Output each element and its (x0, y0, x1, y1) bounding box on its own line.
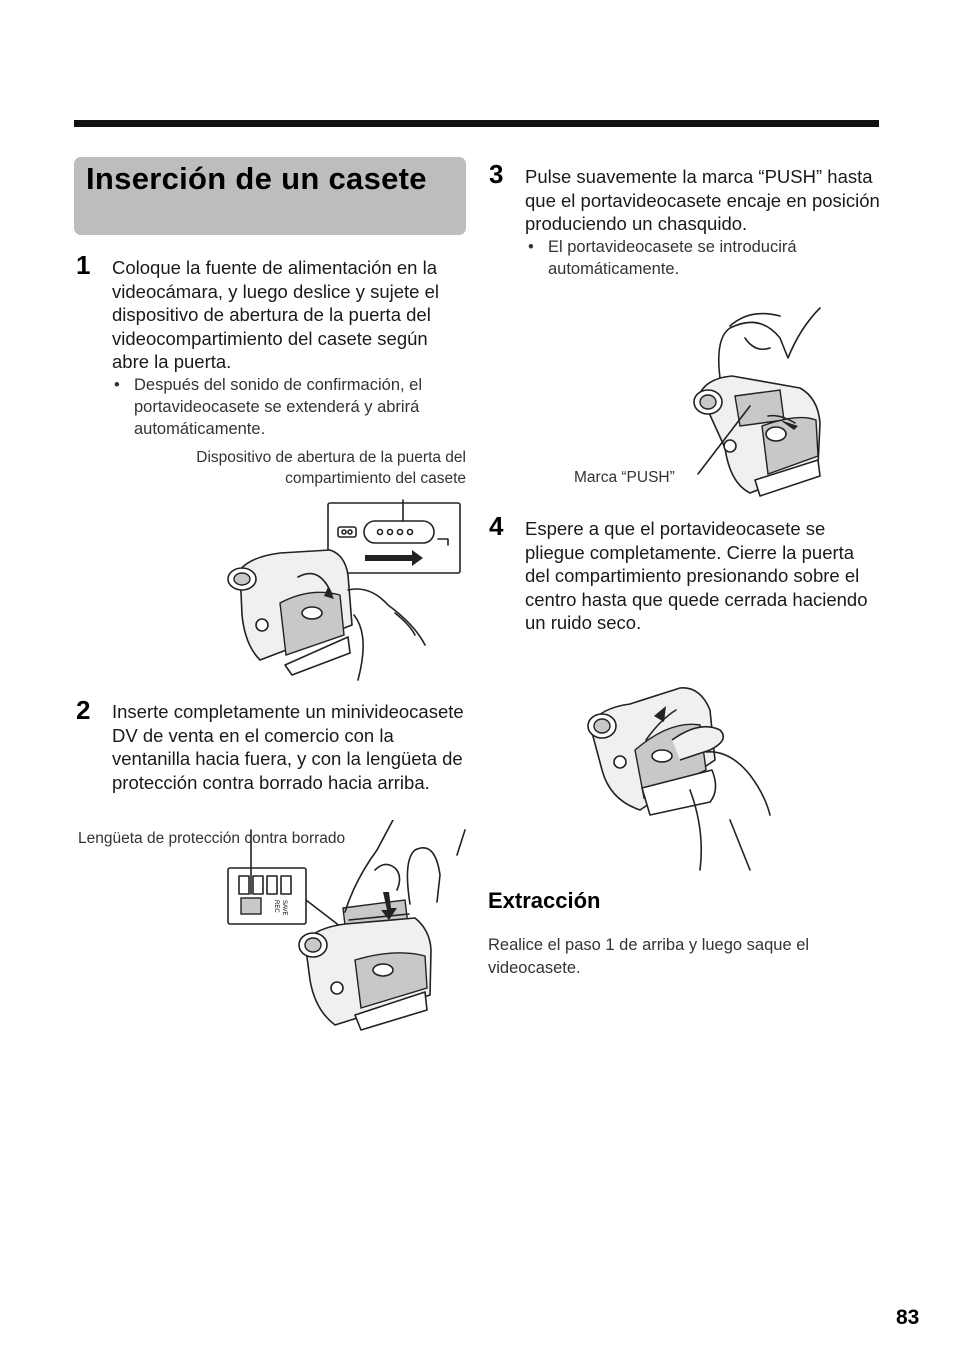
step-1-number: 1 (76, 250, 91, 280)
extraction-heading: Extracción (488, 888, 601, 913)
rec-tab-label: REC (273, 900, 279, 913)
step-1-caption: Dispositivo de abertura de la puerta del compartimiento del casete (196, 449, 466, 487)
bullet-dot: • (528, 238, 534, 256)
save-tab-label: SAVE (281, 900, 287, 916)
illustration-push-mark (680, 298, 840, 498)
step-2-number: 2 (76, 695, 91, 725)
step-1-bullet (114, 374, 470, 440)
step-3-bullet-text: El portavideocasete se introducirá automáticamente. (548, 238, 797, 278)
step-1-text: Coloque la fuente de alimentación en la videocámara, y luego deslice y sujete el dispositivo de abertura de la puerta del videocompartimiento del casete según abre la puerta. (112, 257, 440, 373)
illustration-insert-cassette (225, 820, 470, 1035)
page-number: 83 (896, 1306, 920, 1329)
step-3-number: 3 (489, 159, 504, 189)
step-2-caption: Lengüeta de protección contra borrado (78, 830, 346, 847)
step-3-bullet (528, 236, 880, 280)
step-4-number: 4 (489, 511, 504, 541)
illustration-open-door (220, 495, 470, 695)
illustration-close-door (580, 680, 780, 875)
extraction-text: Realice el paso 1 de arriba y luego saque el videocasete. (488, 936, 810, 977)
top-rule (74, 120, 879, 127)
section-title-box (74, 157, 466, 235)
step-3-text: Pulse suavemente la marca “PUSH” hasta que el portavideocasete encaje en posición produciendo un chasquido. (525, 166, 880, 235)
bullet-dot: • (114, 376, 120, 394)
section-title: Inserción de un casete (86, 161, 427, 196)
step-4-text: Espere a que el portavideocasete se pliegue completamente. Cierre la puerta del compartimiento presionando sobre el centro hasta que quede cerrada haciendo un ruido seco. (525, 518, 868, 634)
step-1-bullet-text: Después del sonido de confirmación, el portavideocasete se extenderá y abrirá automáticamente. (134, 376, 423, 438)
step-2-text: Inserte completamente un minivideocasete DV de venta en el comercio con la ventanilla hacia fuera, y con la lengüeta de protección contra borrado hacia arriba. (112, 701, 464, 793)
step-3-caption: Marca “PUSH” (574, 469, 675, 486)
